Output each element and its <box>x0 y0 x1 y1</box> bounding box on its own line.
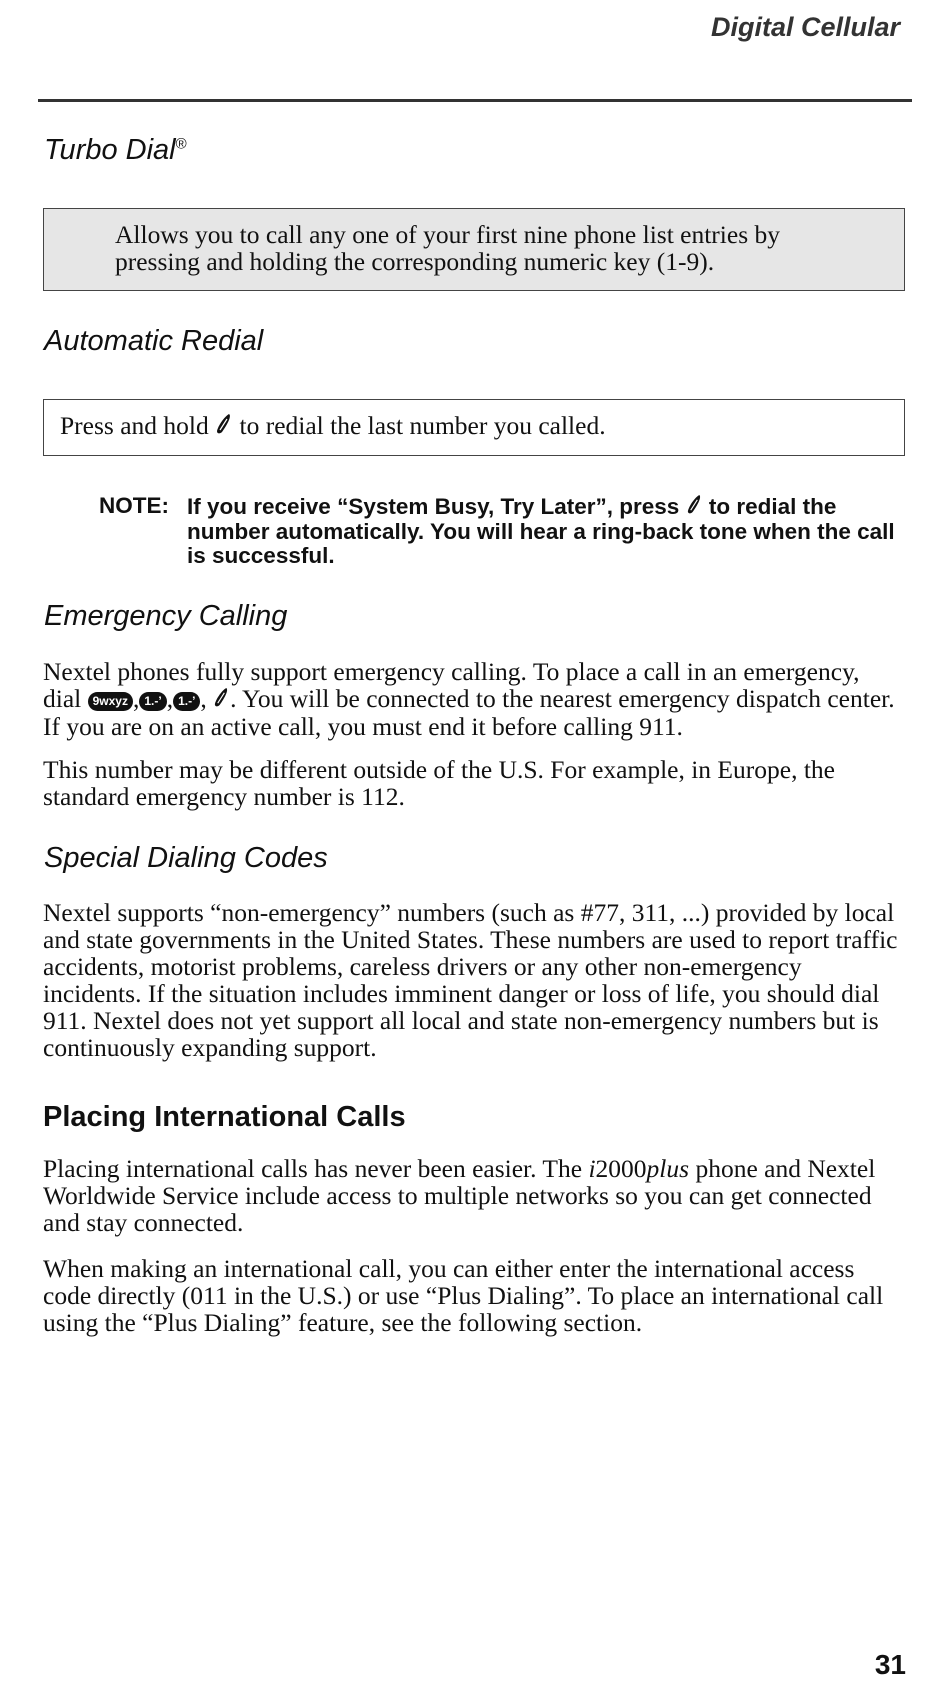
turbo-dial-description: Allows you to call any one of your first nine phone list entries by pressing and holding the corresponding numeric key (1-9). <box>115 220 781 276</box>
send-key-icon <box>686 494 703 520</box>
emergency-paragraph-2: This number may be different outside of the U.S. For example, in Europe, the standard emergency number is 112. <box>43 755 835 811</box>
automatic-redial-heading: Automatic Redial <box>44 325 264 357</box>
model-prefix: i <box>588 1154 596 1183</box>
special-dialing-codes-heading: Special Dialing Codes <box>44 842 328 874</box>
keypad-key-icon-9: 9wxyz <box>88 692 133 711</box>
redial-instruction-end: to redial the last number you called. <box>239 411 606 440</box>
turbo-dial-heading-text: Turbo Dial <box>44 134 176 166</box>
send-key-icon <box>215 413 233 440</box>
emergency-calling-heading: Emergency Calling <box>44 600 288 632</box>
model-suffix: plus <box>646 1154 690 1183</box>
keypad-key-icon-1-second: 1.-’ <box>173 692 200 711</box>
system-busy-note <box>99 494 900 568</box>
emergency-paragraph-1: Nextel phones fully support emergency calling. To place a call in an emergency, dial 9wxyz , 1.-’ , 1.-’ , . You will be connected to the nearest emergency dispatch center. If you are on an active call, you must end it before calling 911. <box>43 657 895 741</box>
note-label: NOTE: <box>99 493 169 518</box>
special-codes-paragraph: Nextel supports “non-emergency” numbers (such as #77, 311, ...) provided by local and state governments in the United States. These numbers are used to report traffic accidents, motorist problems, careless drivers or any other non-emergency incidents. If the situation includes imminent danger or loss of life, you should dial 911. Nextel does not yet support all local and state non-emergency numbers but is continuously expanding support. <box>43 898 898 1062</box>
international-text-start: Placing international calls has never been easier. The <box>43 1154 589 1183</box>
registered-mark: ® <box>175 135 187 153</box>
keypad-key-icon-1: 1.-’ <box>139 692 166 711</box>
header-divider <box>38 99 912 102</box>
page-number: 31 <box>874 1649 906 1680</box>
running-header: Digital Cellular <box>710 12 900 42</box>
note-text-end: to redial the number automatically. You will hear a ring-back tone when the call is successful. <box>187 494 895 568</box>
international-paragraph-1 <box>43 1155 902 1236</box>
international-calls-heading: Placing International Calls <box>43 1101 406 1133</box>
send-key-icon <box>213 686 230 713</box>
turbo-dial-heading <box>44 134 187 167</box>
automatic-redial-box <box>43 399 905 456</box>
model-number: 2000 <box>595 1154 647 1183</box>
emergency-text-end: . You will be connected to the nearest emergency dispatch center. If you are on an active call, you must end it before calling 911. <box>43 684 895 741</box>
note-text-start: If you receive “System Busy, Try Later”, press <box>187 494 680 519</box>
emergency-text-start: Nextel phones fully support emergency calling. To place a call in an emergency, dial <box>43 657 860 713</box>
international-text-end: phone and Nextel Worldwide Service include access to multiple networks so you can get connected and stay connected. <box>43 1154 876 1237</box>
turbo-dial-description-box <box>43 208 905 291</box>
redial-instruction-start: Press and hold <box>60 411 209 440</box>
international-paragraph-2: When making an international call, you can either enter the international access code directly (011 in the U.S.) or use “Plus Dialing”. To place an international call using the “Plus Dialing” feature, see the following section. <box>43 1254 884 1337</box>
note-body <box>187 494 900 568</box>
